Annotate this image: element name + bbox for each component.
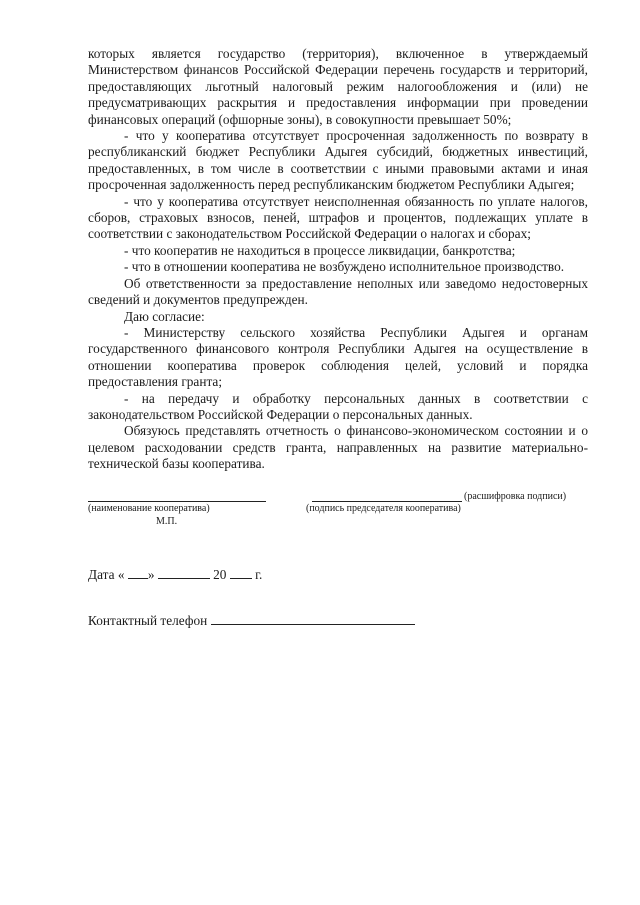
coop-name-label: (наименование кооператива) [88,502,210,514]
paragraph-p7: Даю согласие: [124,308,205,324]
paragraph-p3: - что у кооператива отсутствует неисполненная обязанность по уплате налогов, сборов, страховых взносов, пеней, штрафов и процентов, подлежащих уплате в соответствии с законодательством Российской Федерации о налогах и сборах; [88,193,588,242]
paragraph-p1: которых является государство (территория), включенное в утверждаемый Министерством финансов Российской Федерации перечень государств и территорий, предоставляющих льготный налоговый режим налогообложения и (или) не предусматривающих раскрытия и предоставления информации при проведении финансовых операций (офшорные зоны), в совокупности превышает 50%; [88,46,588,127]
paragraph-p4: - что кооператив не находиться в процессе ликвидации, банкротства; [124,242,516,258]
paragraph-p8: - Министерству сельского хозяйства Республики Адыгея и органам государственного финансового контроля Республики Адыгея на осуществление в отношении кооператива проверок соблюдения целей, условий и порядка предоставления гранта; [88,324,588,390]
paragraph-p6: Об ответственности за предоставление неполных или заведомо недостоверных сведений и документов предупрежден. [88,275,588,308]
paragraph-p2: - что у кооператива отсутствует просроченная задолженность по возврату в республиканский бюджет Республики Адыгея субсидий, бюджетных инвестиций, предоставленных, в том числе в соответствии с иными правовыми актами и иная просроченная задолженность перед республиканским бюджетом Республики Адыгея; [88,128,588,193]
date-month-blank[interactable] [158,567,210,579]
signature-block [88,489,588,529]
date-year-prefix: 20 [213,566,227,582]
document-page [88,46,588,629]
decode-label: (расшифровка подписи) [464,490,567,502]
date-day-blank[interactable] [128,567,148,579]
paragraph-p9: - на передачу и обработку персональных данных в соответствии с законодательством Российской Федерации о персональных данных. [88,390,588,422]
coop-name-line [88,501,266,502]
phone-label: Контактный телефон [88,612,208,628]
chairman-signature-label: (подпись председателя кооператива) [306,502,461,514]
stamp-label: М.П. [156,515,178,527]
phone-line [88,613,588,629]
date-prefix: Дата « [88,566,125,582]
paragraph-p5: - что в отношении кооператива не возбуждено исполнительное производство. [124,259,565,275]
date-close-quote: » [147,566,155,582]
document-body [88,46,588,473]
date-suffix: г. [255,566,263,582]
date-line [88,567,588,583]
phone-blank[interactable] [211,613,415,625]
date-year-blank[interactable] [230,567,252,579]
paragraph-p10: Обязуюсь представлять отчетность о финансово-экономическом состоянии и о целевом расходовании средств гранта, направленных на развитие материально-технической базы кооператива. [88,423,588,472]
chairman-signature-line [312,501,462,502]
